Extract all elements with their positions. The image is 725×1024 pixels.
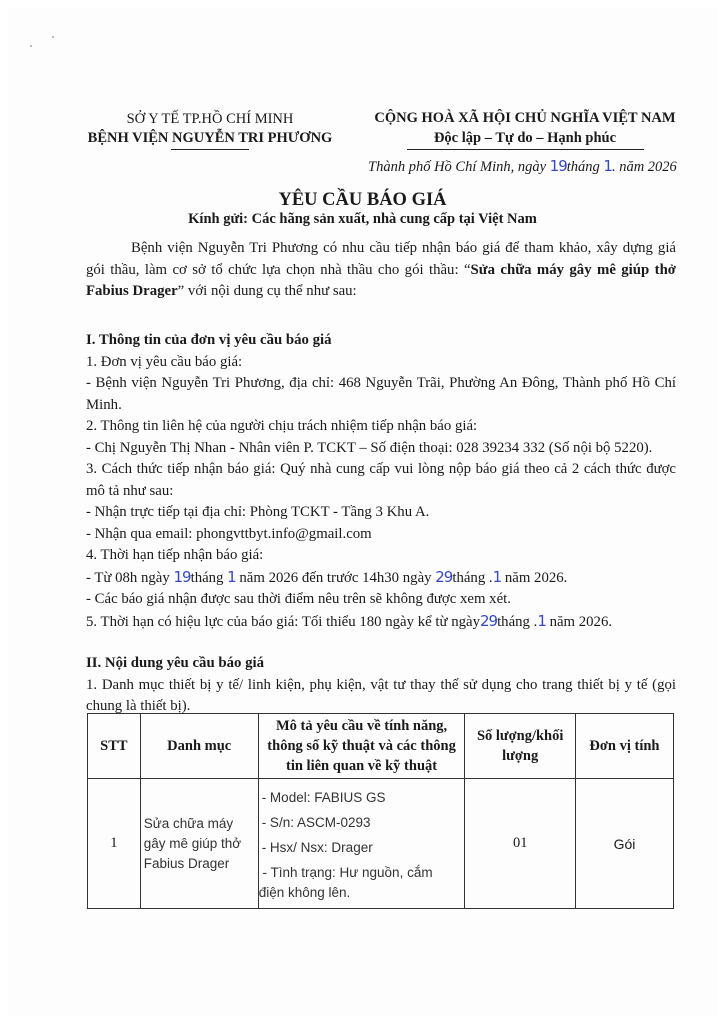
validity-text: năm 2026. [545,613,613,630]
cell-unit: Gói [575,779,673,909]
issuer-underline [171,149,249,150]
cell-item-name: Sửa chữa máy gây mê giúp thở Fabius Drager [140,779,258,909]
handwritten-start-day: 19 [173,567,191,586]
item-5-validity [86,611,676,634]
item-1-address: - Bệnh viện Nguyễn Tri Phương, địa chỉ: 468 Nguyễn Trãi, Phường An Đông, Thành phố Hồ Chí Minh. [86,375,676,413]
item-4-period [86,567,676,590]
dateline-year: . năm 2026 [611,159,677,175]
spec-serial: - S/n: ASCM-0293 [261,814,371,830]
item-2-contact: - Chị Nguyễn Thị Nhan - Nhân viên P. TCKT – Số điện thoại: 028 39234 332 (Số nội bộ 5220). [86,439,653,456]
period-text: tháng [190,569,228,586]
section-2-item-1: 1. Danh mục thiết bị y tế/ linh kiện, phụ kiện, vật tư thay thế sử dụng cho trang thiết bị y tế (gọi chung là thiết bị). [86,676,676,714]
item-2-label: 2. Thông tin liên hệ của người chịu trách nhiệm tiếp nhận báo giá: [86,418,478,434]
handwritten-day: 19 [549,157,567,175]
validity-text: 5. Thời hạn có hiệu lực của báo giá: Tối thiểu 180 ngày kể từ ngày [86,613,480,630]
national-title: CỘNG HOÀ XÃ HỘI CHỦ NGHĨA VIỆT NAM [374,110,676,126]
period-text: tháng . [452,569,493,586]
national-motto-block [340,108,710,150]
header-item: Danh mục [140,714,258,779]
item-4-label: 4. Thời hạn tiếp nhận báo giá: [86,547,264,563]
section-requester-info [86,330,676,633]
table-header-row [88,714,674,779]
spec-condition: - Tình trạng: Hư nguồn, cắm điện không lên. [258,864,437,900]
handwritten-validity-month: 1 [537,611,546,630]
cell-quantity: 01 [465,779,575,909]
spec-manufacturer: - Hsx/ Nsx: Drager [261,839,373,855]
period-text: năm 2026. [501,569,568,586]
scan-speck [52,36,54,38]
header-quantity: Số lượng/khối lượng [465,714,575,779]
cell-description [258,779,465,909]
handwritten-end-day: 29 [435,567,453,586]
intro-text-end: ” với nội dung cụ thể như sau: [177,283,357,299]
period-text: - Từ 08h ngày [86,569,174,586]
motto-underline [407,149,644,150]
package-name: Sửa chữa máy gây mê giúp thở Fabius Drager [86,261,676,299]
item-1-label: 1. Đơn vị yêu cầu báo giá: [86,353,243,370]
period-text: năm 2026 đến trước 14h30 ngày [235,569,436,586]
header-description: Mô tả yêu cầu về tính năng, thông số kỹ thuật và các thông tin liên quan về kỹ thuật [258,714,465,779]
national-motto: Độc lập – Tự do – Hạnh phúc [433,130,617,146]
dateline-month-label: tháng [566,159,604,175]
item-3-email [86,524,676,546]
dateline [368,157,677,176]
handwritten-month: 1 [603,157,612,175]
section-2-title: II. Nội dung yêu cầu báo giá [86,655,265,671]
section-1-title: I. Thông tin của đơn vị yêu cầu báo giá [86,332,332,348]
email-link[interactable]: - Nhận qua email: phongvttbyt.info@gmail.com [86,525,372,542]
header-unit: Đơn vị tính [575,714,673,779]
document-title: YÊU CẦU BÁO GIÁ [278,190,447,210]
scan-speck [30,45,32,47]
table-row [88,779,674,909]
handwritten-start-month: 1 [227,567,236,586]
item-3-in-person: - Nhận trực tiếp tại địa chỉ: Phòng TCKT - Tầng 3 Khu A. [86,504,430,520]
item-4-note: - Các báo giá nhận được sau thời điểm nêu trên sẽ không được xem xét. [86,591,511,607]
items-table [87,713,674,909]
document-recipient: Kính gửi: Các hãng sản xuất, nhà cung cấp tại Việt Nam [188,211,537,227]
spec-model: - Model: FABIUS GS [261,789,386,805]
intro-paragraph [86,238,676,303]
dateline-prefix: Thành phố Hồ Chí Minh, ngày [368,159,550,175]
handwritten-validity-day: 29 [479,611,498,630]
issuer-hospital: BỆNH VIỆN NGUYỄN TRI PHƯƠNG [87,130,333,146]
handwritten-end-month: 1 [492,567,502,586]
validity-text: tháng . [497,613,538,630]
item-3-label: 3. Cách thức tiếp nhận báo giá: Quý nhà cung cấp vui lòng nộp báo giá theo cả 2 cách thức được mô tả như sau: [86,461,676,499]
header-stt: STT [88,714,141,779]
cell-stt: 1 [88,779,141,909]
issuer-department: SỞ Y TẾ TP.HỒ CHÍ MINH [126,111,294,127]
issuer-block [70,110,350,150]
section-request-content [86,653,676,718]
intro-text: Bệnh viện Nguyễn Tri Phương có nhu cầu tiếp nhận báo giá để tham khảo, xây dựng giá gói thầu, làm cơ sở tổ chức lựa chọn nhà thầu cho gói thầu: “ [86,240,676,278]
